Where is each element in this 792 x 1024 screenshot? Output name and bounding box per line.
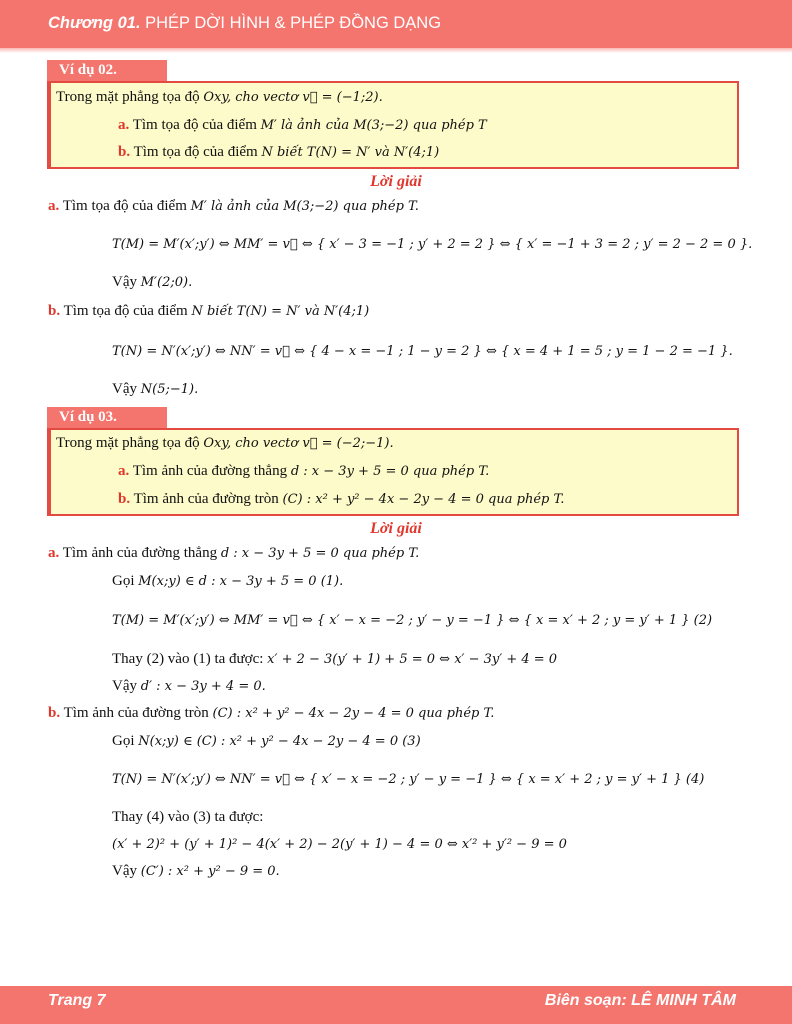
text-run: Vậy <box>112 274 141 290</box>
author-credit: Biên soạn: LÊ MINH TÂM <box>544 992 736 1009</box>
text-run: Tìm tọa độ của điểm <box>130 144 262 160</box>
text-run: Vậy <box>112 863 141 879</box>
problem-part-b <box>118 489 564 510</box>
text-run: Thay (4) vào (3) ta được: <box>112 809 264 825</box>
solution-part-a <box>48 543 419 564</box>
math-run: M(x;y) ∈ d : x − 3y + 5 = 0 (1). <box>138 574 344 589</box>
solution-title: Lời giải <box>370 520 422 537</box>
solution-part-b <box>48 301 369 322</box>
math-run: T(N) = N′(x′;y′) ⇔ NN′ = v⃗ ⇔ { x′ − x = −2 ; y′ − y = −1 } ⇔ { x = x′ + 2 ; y = y′ + 1 } (4) <box>112 772 705 787</box>
solution-step <box>112 571 343 592</box>
text-run: Gọi <box>112 573 139 589</box>
math-run: N(x;y) ∈ (C) : x² + y² − 4x − 2y − 4 = 0 (3) <box>138 734 421 749</box>
text-run: Trong mặt phẳng tọa độ <box>56 89 204 105</box>
text-run: Gọi <box>112 733 139 749</box>
solution-conclusion <box>112 272 192 293</box>
math-run: d′ : x − 3y + 4 = 0. <box>140 679 266 694</box>
part-label: a. <box>48 198 60 214</box>
math-run: d : x − 3y + 5 = 0 qua phép T. <box>220 546 420 561</box>
math-run: d : x − 3y + 5 = 0 qua phép T. <box>290 464 490 479</box>
part-label: a. <box>118 117 130 133</box>
math-run: N(5;−1). <box>140 382 199 397</box>
part-label: b. <box>48 303 61 319</box>
chapter-title: PHÉP DỜI HÌNH & PHÉP ĐỒNG DẠNG <box>145 14 442 32</box>
chapter-label: Chương 01. <box>48 14 141 32</box>
solution-conclusion <box>112 676 266 697</box>
text-run: Vậy <box>112 678 141 694</box>
problem-intro <box>56 87 383 108</box>
math-run: Oxy, cho vectơ v⃗ = (−1;2). <box>203 90 383 105</box>
page-number: Trang 7 <box>48 992 106 1009</box>
math-run: T(N) = N′(x′;y′) ⇔ NN′ = v⃗ ⇔ { 4 − x = −1 ; 1 − y = 2 } ⇔ { x = 4 + 1 = 5 ; y = 1 − 2 = −1 }. <box>112 344 733 359</box>
text-run: Vậy <box>112 381 141 397</box>
text-run: Thay (2) vào (1) ta được: <box>112 651 268 667</box>
problem-intro <box>56 433 394 454</box>
math-run: (C) : x² + y² − 4x − 2y − 4 = 0 qua phép T. <box>212 706 495 721</box>
solution-conclusion <box>112 861 280 882</box>
solution-step <box>112 731 421 752</box>
math-run: T(M) = M′(x′;y′) ⇔ MM′ = v⃗ ⇔ { x′ − 3 = −1 ; y′ + 2 = 2 } ⇔ { x′ = −1 + 3 = 2 ; y′ = 2 − 2 = 0 }. <box>112 237 753 252</box>
math-run: M′ là ảnh của M(3;−2) qua phép T <box>260 118 487 133</box>
math-run: (C) : x² + y² − 4x − 2y − 4 = 0 qua phép T. <box>282 492 565 507</box>
header-title <box>48 14 441 33</box>
problem-part-a <box>118 115 487 136</box>
solution-part-b <box>48 703 494 724</box>
solution-equation <box>112 769 704 790</box>
solution-equation <box>112 834 567 855</box>
example-label: Ví dụ 02. <box>47 60 167 81</box>
text-run: Tìm ảnh của đường thẳng <box>129 463 291 479</box>
math-run: T(M) = M′(x′;y′) ⇔ MM′ = v⃗ ⇔ { x′ − x = −2 ; y′ − y = −1 } ⇔ { x = x′ + 2 ; y = y′ + 1 } (2) <box>112 613 713 628</box>
math-run: (C′) : x² + y² − 9 = 0. <box>140 864 280 879</box>
solution-equation <box>112 234 752 255</box>
solution-conclusion <box>112 379 198 400</box>
text-run: Tìm tọa độ của điểm <box>59 198 191 214</box>
solution-part-a <box>48 196 419 217</box>
math-run: Oxy, cho vectơ v⃗ = (−2;−1). <box>203 436 394 451</box>
text-run: Tìm tọa độ của điểm <box>60 303 192 319</box>
text-run: Tìm ảnh của đường tròn <box>130 491 283 507</box>
part-label: b. <box>48 705 61 721</box>
math-run: M′(2;0). <box>140 275 193 290</box>
math-run: x′ + 2 − 3(y′ + 1) + 5 = 0 ⇔ x′ − 3y′ + 4 = 0 <box>267 652 558 667</box>
solution-step <box>112 649 557 670</box>
text-run: Tìm tọa độ của điểm <box>129 117 261 133</box>
problem-part-b <box>118 142 439 163</box>
part-label: b. <box>118 144 131 160</box>
solution-equation <box>112 610 712 631</box>
text-run: Tìm ảnh của đường thẳng <box>59 545 221 561</box>
problem-part-a <box>118 461 489 482</box>
solution-title: Lời giải <box>370 173 422 190</box>
math-run: (x′ + 2)² + (y′ + 1)² − 4(x′ + 2) − 2(y′ + 1) − 4 = 0 ⇔ x′² + y′² − 9 = 0 <box>112 837 567 852</box>
part-label: a. <box>48 545 60 561</box>
example-label: Ví dụ 03. <box>47 407 167 428</box>
text-run: Tìm ảnh của đường tròn <box>60 705 213 721</box>
part-label: b. <box>118 491 131 507</box>
text-run: Trong mặt phẳng tọa độ <box>56 435 204 451</box>
math-run: N biết T(N) = N′ và N′(4;1) <box>261 145 440 160</box>
math-run: N biết T(N) = N′ và N′(4;1) <box>191 304 370 319</box>
part-label: a. <box>118 463 130 479</box>
math-run: M′ là ảnh của M(3;−2) qua phép T. <box>190 199 419 214</box>
solution-step <box>112 807 263 828</box>
solution-equation <box>112 341 733 362</box>
